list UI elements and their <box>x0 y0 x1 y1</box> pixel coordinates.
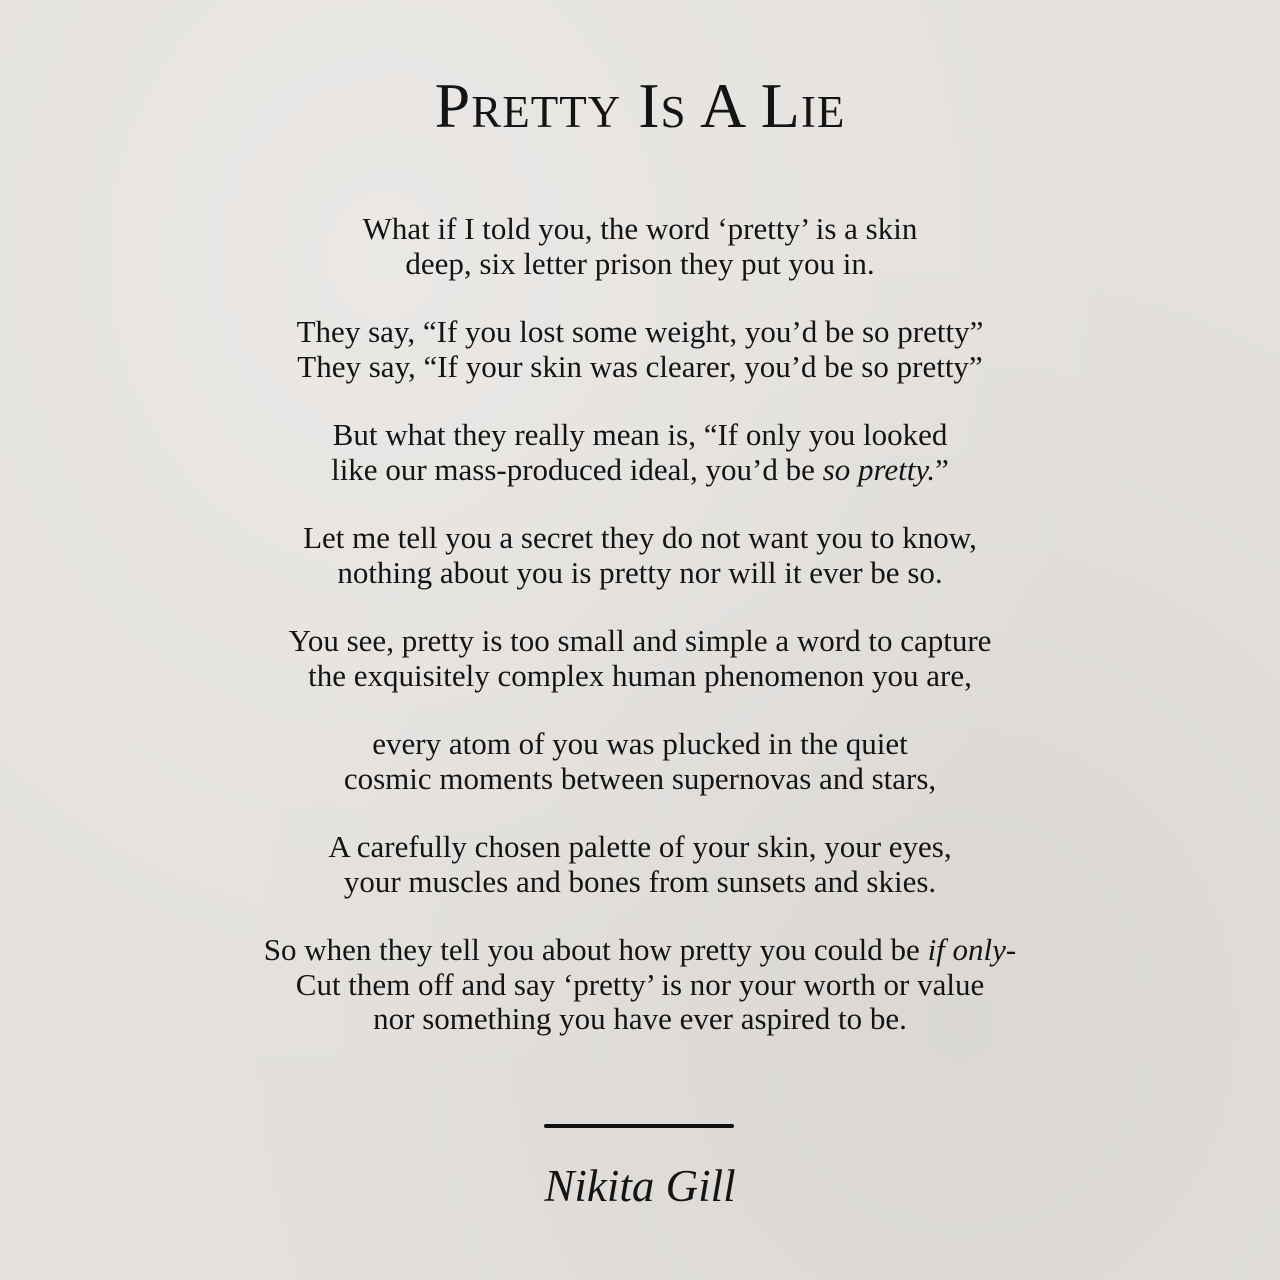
poem-line: What if I told you, the word ‘pretty’ is a skin <box>362 211 918 246</box>
poem-line: every atom of you was plucked in the quiet <box>372 726 908 761</box>
poem-line: A carefully chosen palette of your skin, your eyes, <box>328 829 952 864</box>
poem-line: cosmic moments between supernovas and stars, <box>343 760 937 796</box>
italic-phrase: so pretty. <box>822 451 936 487</box>
poem-line: the exquisitely complex human phenomenon you are, <box>308 657 972 693</box>
line-text: like our mass-produced ideal, you’d be <box>331 451 823 487</box>
closing-quote: ” <box>935 451 949 487</box>
poem-body <box>0 212 1280 1071</box>
poem-line <box>0 933 1280 968</box>
stanza-6 <box>0 727 1280 796</box>
poem-line: Cut them off and say ‘pretty’ is nor your worth or value <box>295 966 985 1002</box>
poem-title: Pretty Is A Lie <box>434 70 846 141</box>
line-text: So when they tell you about how pretty you could be <box>263 932 928 967</box>
stanza-2 <box>0 315 1280 384</box>
italic-phrase: if only- <box>927 932 1017 967</box>
poem-line: deep, six letter prison they put you in. <box>405 245 875 281</box>
stanza-4 <box>0 521 1280 590</box>
stanza-1 <box>0 212 1280 281</box>
poem-line: nor something you have ever aspired to be. <box>373 1001 907 1036</box>
author-signature: Nikita Gill <box>544 1161 736 1211</box>
stanza-3 <box>0 418 1280 487</box>
poem-line: nothing about you is pretty nor will it ever be so. <box>337 554 943 590</box>
stanza-8 <box>0 933 1280 1037</box>
poem-line: But what they really mean is, “If only you looked <box>332 417 948 452</box>
stanza-5 <box>0 624 1280 693</box>
poem-line: You see, pretty is too small and simple a word to capture <box>288 623 992 658</box>
poem-line: Let me tell you a secret they do not want you to know, <box>303 520 977 555</box>
poem-line: They say, “If you lost some weight, you’d be so pretty” <box>296 314 984 349</box>
poem-line: your muscles and bones from sunsets and skies. <box>343 863 937 899</box>
stanza-7 <box>0 830 1280 899</box>
divider-rule <box>544 1124 734 1128</box>
poem-line <box>0 453 1280 488</box>
poem-line: They say, “If your skin was clearer, you’d be so pretty” <box>297 348 983 384</box>
